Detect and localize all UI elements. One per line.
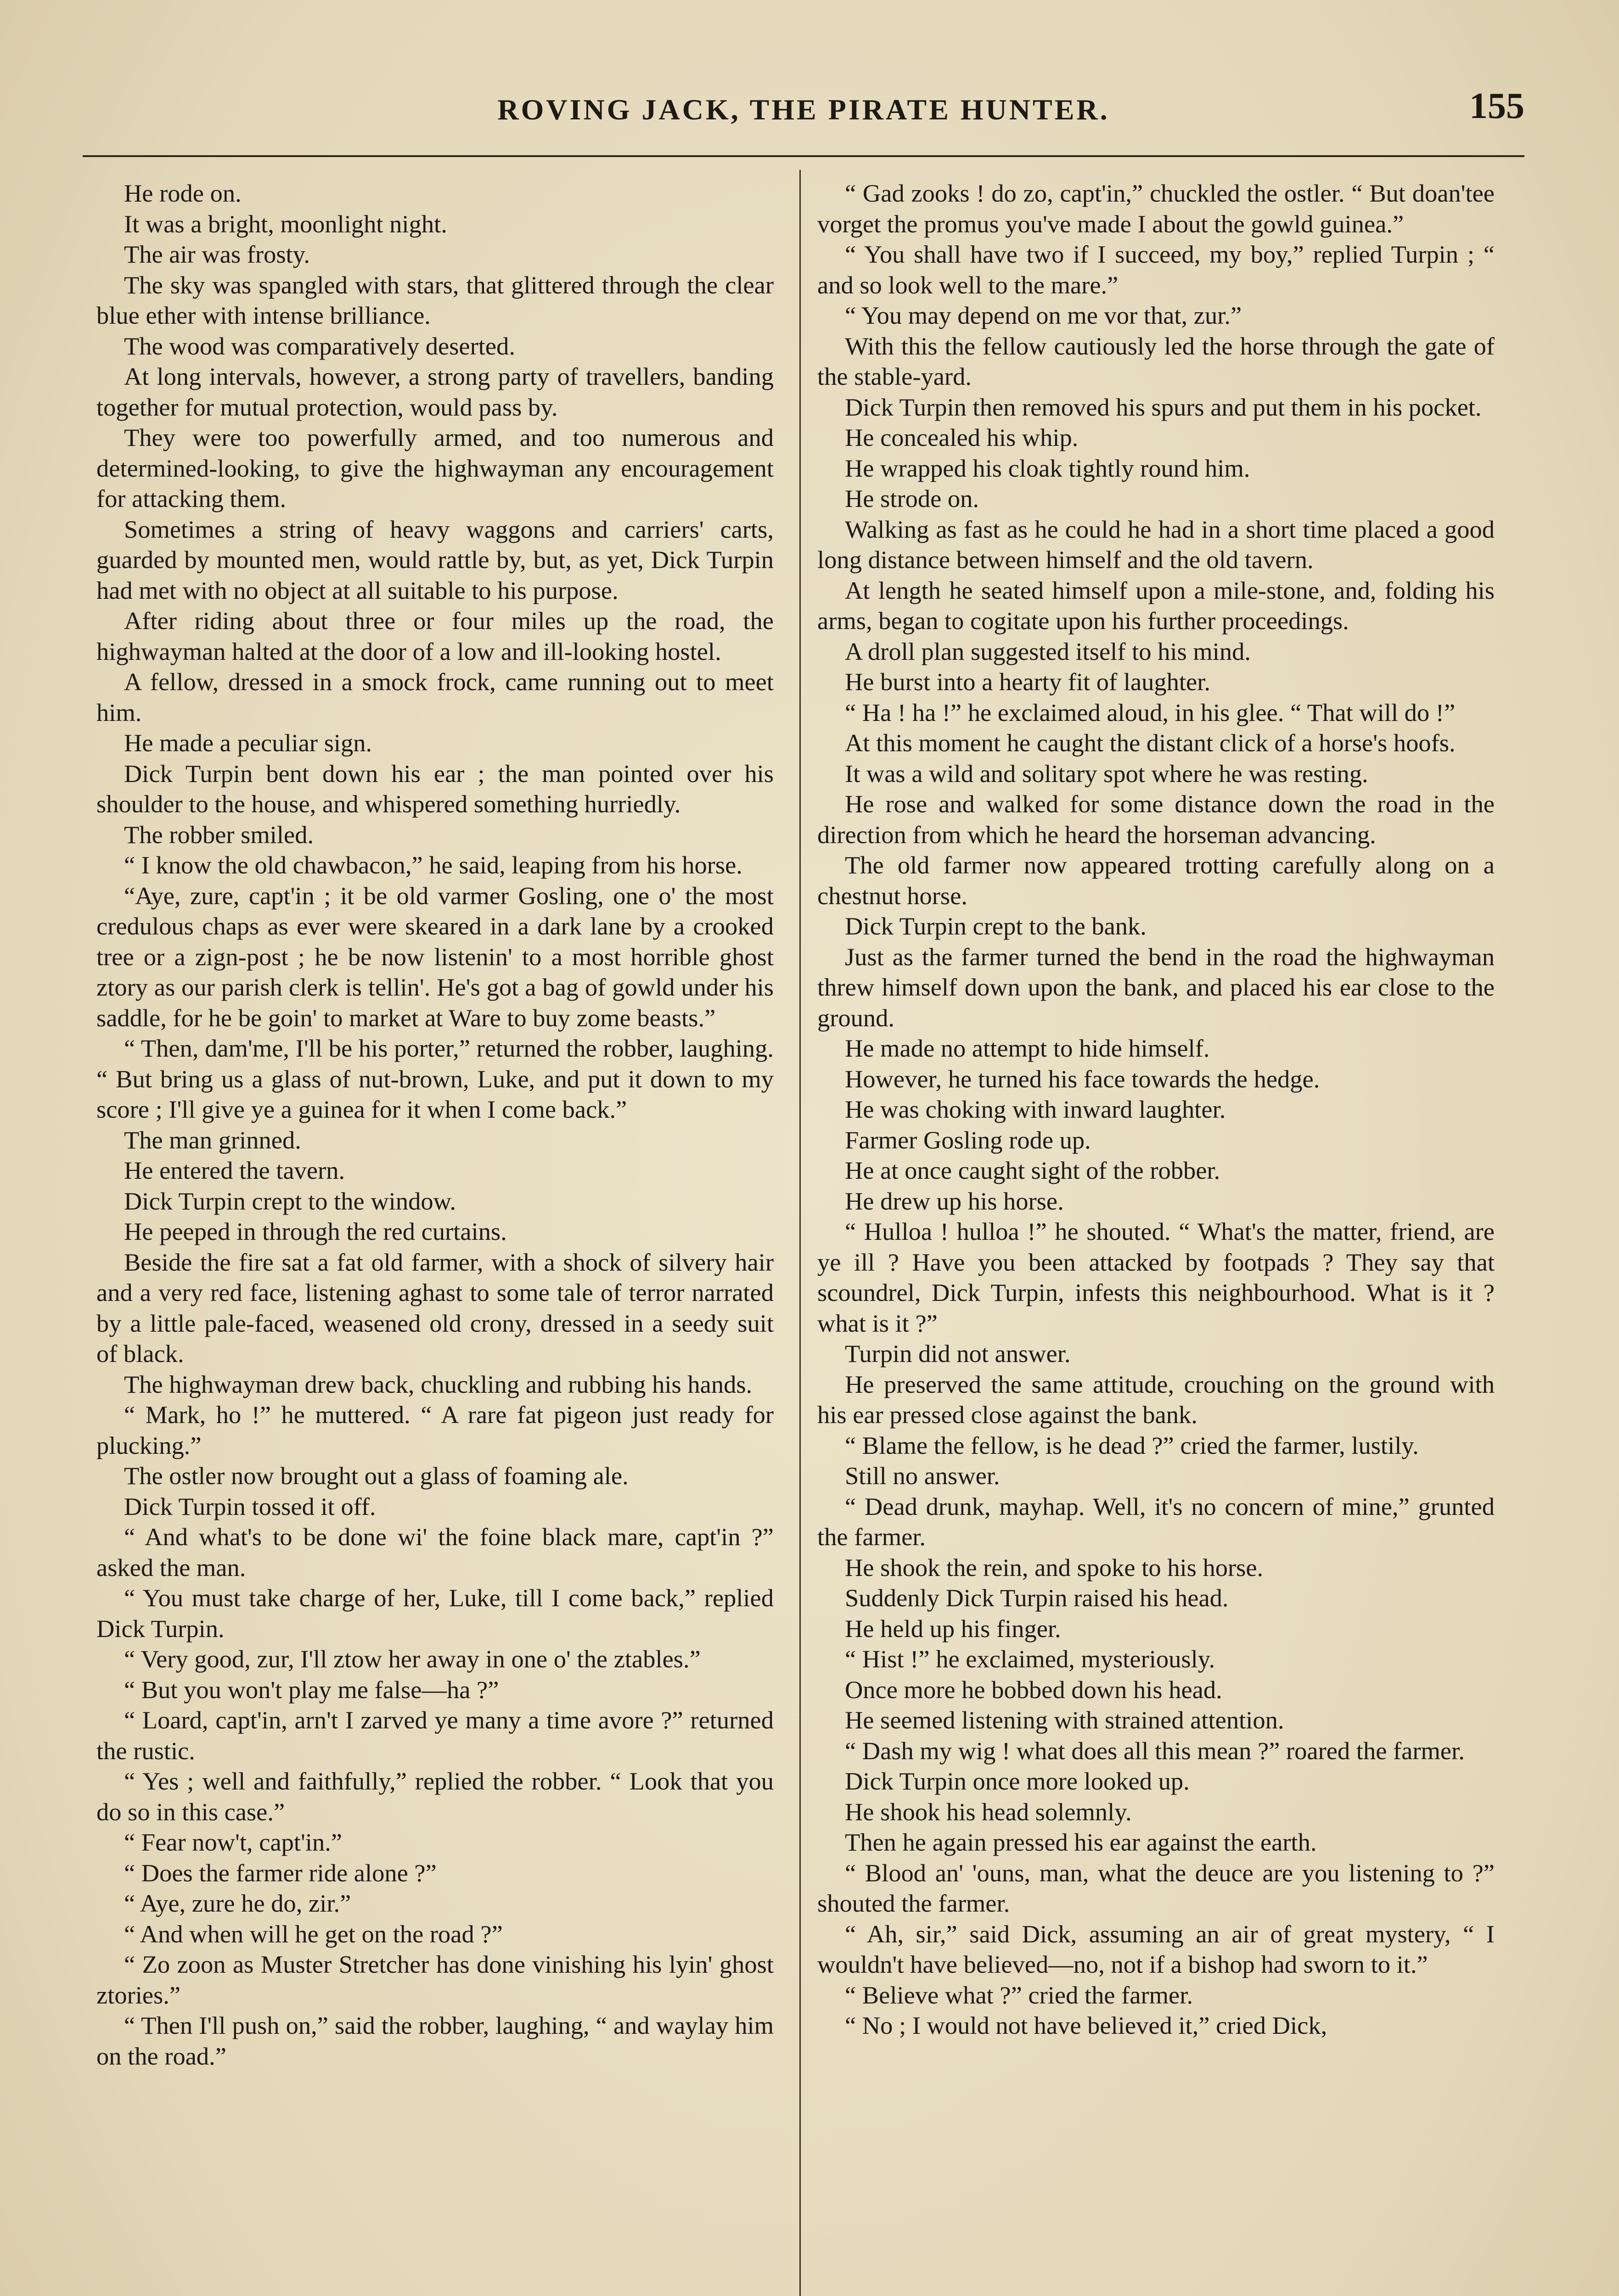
paragraph: He strode on. [844,484,979,512]
paragraph: “ Ah, sir,” said Dick, assuming an air of great mystery, “ I wouldn't have believed—no, not if a bishop had sworn to it.” [817,1919,1495,1978]
header-rule [83,155,1524,157]
paragraph: He shook his head solemnly. [844,1797,1132,1826]
paragraph: “ Then I'll push on,” said the robber, laughing, “ and waylay him on the road.” [96,2011,774,2070]
paragraph: He drew up his horse. [844,1187,1064,1215]
paragraph: “ And what's to be done wi' the foine black mare, capt'in ?” asked the man. [96,1523,774,1581]
paragraph: “ Ha ! ha !” he exclaimed aloud, in his glee. “ That will do !” [844,698,1456,726]
paragraph: “ Aye, zure he do, zir.” [124,1889,351,1917]
paragraph: “ You may depend on me vor that, zur.” [844,301,1242,329]
paragraph: It was a bright, moonlight night. [124,209,447,238]
paragraph: At this moment he caught the distant click of a horse's hoofs. [844,729,1456,757]
paragraph: The air was frosty. [124,240,310,268]
page-header [83,83,1524,152]
paragraph: “ Blame the fellow, is he dead ?” cried the farmer, lustily. [844,1431,1419,1459]
paragraph: “ You shall have two if I succeed, my boy,” replied Turpin ; “ and so look well to the mare.” [817,240,1495,299]
paragraph: The man grinned. [124,1125,301,1154]
paragraph: “ Yes ; well and faithfully,” replied the robber. “ Look that you do so in this case.” [96,1767,774,1826]
paragraph: “Aye, zure, capt'in ; it be old varmer Gosling, one o' the most credulous chaps as ever were skeared in a dark lane by a crooked tree or a zign-post ; he be now listenin' to a most horrible ghost ztory as our parish clerk is tellin'. He's got a bag of gowld under his saddle, for he be goin' to market at Ware to buy zome beasts.” [96,881,774,1032]
paragraph: Still no answer. [844,1462,1000,1490]
paragraph: He entered the tavern. [124,1156,345,1184]
paragraph: Dick Turpin tossed it off. [124,1492,376,1520]
paragraph: Sometimes a string of heavy waggons and carriers' carts, guarded by mounted men, would rattle by, but, as yet, Dick Turpin had met with no object at all suitable to his purpose. [96,515,774,604]
paragraph: He preserved the same attitude, crouching on the ground with his ear pressed close against the bank. [817,1370,1495,1429]
paragraph: Suddenly Dick Turpin raised his head. [844,1584,1229,1612]
paragraph: The highwayman drew back, chuckling and rubbing his hands. [124,1370,753,1398]
paragraph: The ostler now brought out a glass of foaming ale. [124,1462,629,1490]
paragraph: He rode on. [124,179,242,207]
paragraph: Once more he bobbed down his head. [844,1675,1222,1704]
paragraph: The wood was comparatively deserted. [124,332,515,360]
paragraph: He held up his finger. [844,1614,1061,1643]
paragraph: “ And when will he get on the road ?” [124,1919,503,1948]
paragraph: The sky was spangled with stars, that glittered through the clear blue ether with intense brilliance. [96,270,774,329]
paragraph: “ Mark, ho !” he muttered. “ A rare fat pigeon just ready for plucking.” [96,1401,774,1459]
page-number: 155 [1469,86,1524,126]
paragraph: He seemed listening with strained attention. [844,1706,1284,1734]
paragraph: Then he again pressed his ear against the earth. [844,1828,1317,1856]
paragraph: With this the fellow cautiously led the horse through the gate of the stable-yard. [817,332,1495,390]
paragraph: He wrapped his cloak tightly round him. [844,454,1250,482]
paragraph: “ Hulloa ! hulloa !” he shouted. “ What's the matter, friend, are ye ill ? Have you been attacked by footpads ? They say that scoundrel, Dick Turpin, infests this neighbourhood. What is it ? what is it ?” [817,1217,1495,1337]
column-divider [799,170,801,2296]
paragraph: The old farmer now appeared trotting carefully along on a chestnut horse. [817,851,1495,910]
paragraph: “ You must take charge of her, Luke, till I come back,” replied Dick Turpin. [96,1584,774,1643]
paragraph: It was a wild and solitary spot where he was resting. [844,759,1368,788]
paragraph: He made a peculiar sign. [124,729,372,757]
paragraph: “ I know the old chawbacon,” he said, leaping from his horse. [124,851,742,879]
left-column [96,178,774,2296]
paragraph: He at once caught sight of the robber. [844,1156,1220,1184]
right-column [817,178,1495,2296]
paragraph: At long intervals, however, a strong party of travellers, banding together for mutual protection, would pass by. [96,362,774,421]
paragraph: Just as the farmer turned the bend in the road the highwayman threw himself down upon the bank, and placed his ear close to the ground. [817,942,1495,1032]
paragraph: “ Zo zoon as Muster Stretcher has done vinishing his lyin' ghost ztories.” [96,1950,774,2009]
paragraph: “ Gad zooks ! do zo, capt'in,” chuckled the ostler. “ But doan'tee vorget the promus you've made I about the gowld guinea.” [817,179,1495,238]
paragraph: A fellow, dressed in a smock frock, came running out to meet him. [96,668,774,726]
paragraph: He was choking with inward laughter. [844,1095,1226,1123]
paragraph: After riding about three or four miles up the road, the highwayman halted at the door of a low and ill-looking hostel. [96,607,774,665]
paragraph: Dick Turpin crept to the bank. [844,912,1147,940]
paragraph: The robber smiled. [124,820,314,849]
paragraph: “ No ; I would not have believed it,” cried Dick, [844,2011,1327,2039]
paragraph: “ Very good, zur, I'll ztow her away in one o' the ztables.” [124,1645,701,1673]
paragraph: “ Fear now't, capt'in.” [124,1828,343,1856]
running-title: ROVING JACK, THE PIRATE HUNTER. [497,93,1110,126]
paragraph: He concealed his whip. [844,423,1079,451]
paragraph: “ Then, dam'me, I'll be his porter,” returned the robber, laughing. “ But bring us a glass of nut-brown, Luke, and put it down to my score ; I'll give ye a guinea for it when I come back.” [96,1034,774,1123]
paragraph: He made no attempt to hide himself. [844,1034,1210,1062]
paragraph: Beside the fire sat a fat old farmer, with a shock of silvery hair and a very red face, listening aghast to some tale of terror narrated by a little pale-faced, weasened old crony, dressed in a seedy suit of black. [96,1248,774,1367]
paragraph: At length he seated himself upon a mile-stone, and, folding his arms, began to cogitate upon his further proceedings. [817,576,1495,635]
paragraph: “ Dash my wig ! what does all this mean ?” roared the farmer. [844,1736,1465,1765]
paragraph: “ Believe what ?” cried the farmer. [844,1981,1193,2009]
paragraph: Dick Turpin bent down his ear ; the man pointed over his shoulder to the house, and whispered something hurriedly. [96,759,774,818]
paragraph: Dick Turpin then removed his spurs and put them in his pocket. [844,393,1482,421]
paragraph: “ Blood an' 'ouns, man, what the deuce are you listening to ?” shouted the farmer. [817,1858,1495,1917]
paragraph: “ But you won't play me false—ha ?” [124,1675,499,1704]
paragraph: “ Dead drunk, mayhap. Well, it's no concern of mine,” grunted the farmer. [817,1492,1495,1551]
paragraph: He burst into a hearty fit of laughter. [844,668,1211,696]
paragraph: “ Loard, capt'in, arn't I zarved ye many a time avore ?” returned the rustic. [96,1706,774,1765]
paragraph: He rose and walked for some distance down the road in the direction from which he heard the horseman advancing. [817,790,1495,849]
paragraph: A droll plan suggested itself to his mind. [844,637,1251,665]
paragraph: However, he turned his face towards the hedge. [844,1064,1320,1093]
paragraph: “ Does the farmer ride alone ?” [124,1858,437,1887]
paragraph: He shook the rein, and spoke to his horse. [844,1553,1264,1581]
paragraph: Dick Turpin once more looked up. [844,1767,1190,1795]
paragraph: Farmer Gosling rode up. [844,1125,1091,1154]
paragraph: Walking as fast as he could he had in a short time placed a good long distance between himself and the old tavern. [817,515,1495,574]
paragraph: Turpin did not answer. [844,1339,1071,1367]
paragraph: They were too powerfully armed, and too numerous and determined-looking, to give the highwayman any encouragement for attacking them. [96,423,774,512]
paragraph: He peeped in through the red curtains. [124,1217,507,1245]
paragraph: “ Hist !” he exclaimed, mysteriously. [844,1645,1215,1673]
paragraph: Dick Turpin crept to the window. [124,1187,456,1215]
